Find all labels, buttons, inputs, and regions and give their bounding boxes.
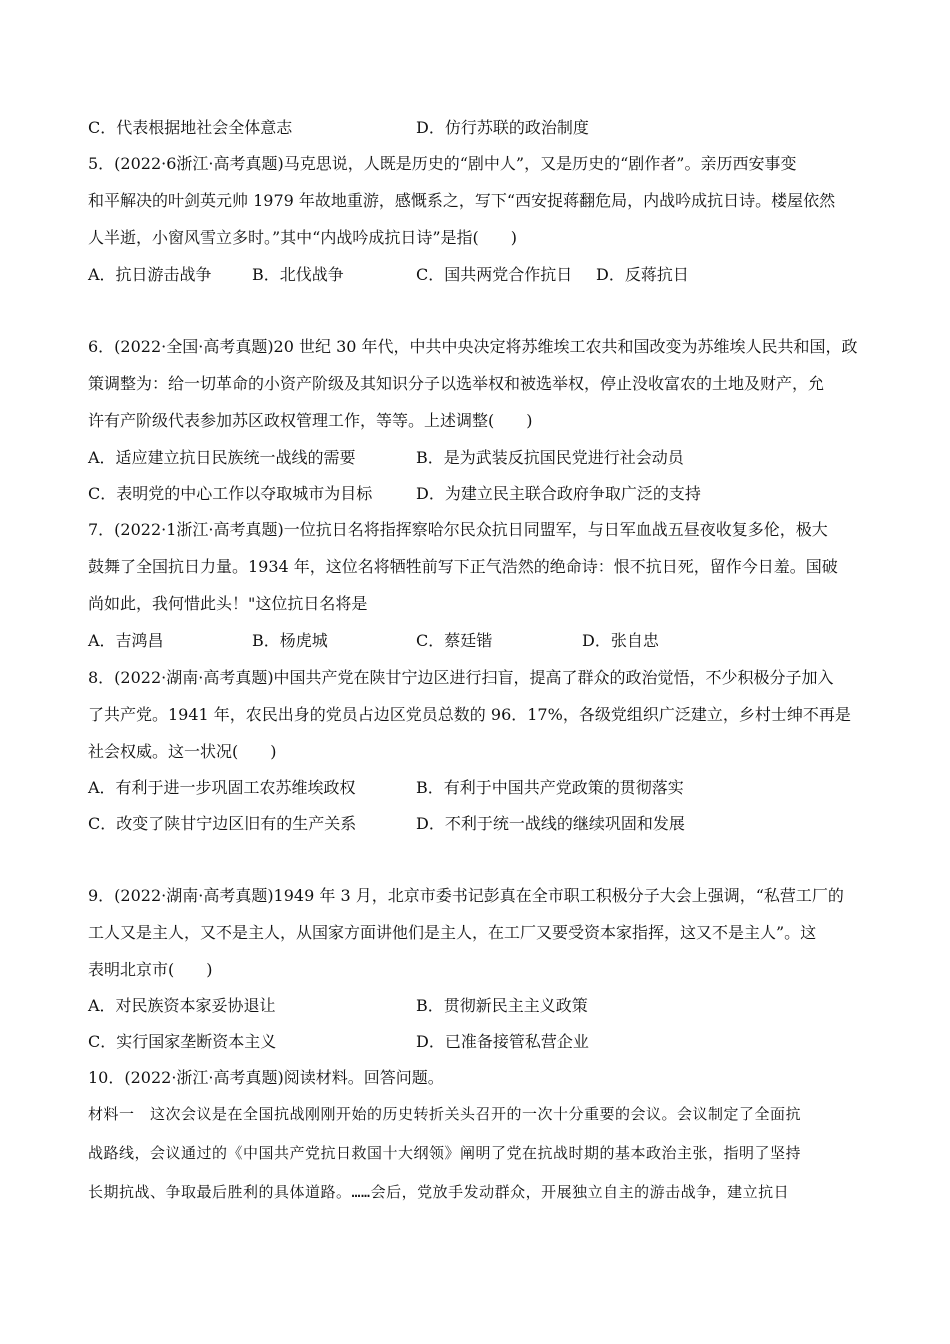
q8-option-c: C．改变了陕甘宁边区旧有的生产关系 [88, 814, 357, 833]
q5-stem-line-3: 人半逝，小窗风雪立多时。”其中“内战吟成抗日诗”是指( ) [88, 228, 518, 247]
q10-material-line-1: 材料一 这次会议是在全国抗战刚刚开始的历史转折关头召开的一次十分重要的会议。会议制定了全面抗 [88, 1105, 802, 1123]
q8-stem-line-3: 社会权威。这一状况( ) [88, 742, 277, 761]
q5-stem-line-1: 5．(2022·6浙江·高考真题)马克思说，人既是历史的“剧中人”，又是历史的“剧作者”。亲历西安事变 [88, 154, 797, 173]
q5-option-c: C．国共两党合作抗日 [416, 265, 573, 284]
q6-stem-line-2: 策调整为：给一切革命的小资产阶级及其知识分子以选举权和被选举权，停止没收富农的土地及财产，允 [88, 374, 825, 393]
q10-material-line-3: 长期抗战、争取最后胜利的具体道路。……会后，党放手发动群众，开展独立自主的游击战争，建立抗日 [88, 1183, 790, 1201]
q7-option-b: B．杨虎城 [252, 631, 328, 650]
q6-option-d: D．为建立民主联合政府争取广泛的支持 [416, 484, 701, 503]
q10-title: 10．(2022·浙江·高考真题)阅读材料。回答问题。 [88, 1068, 444, 1087]
q7-option-c: C．蔡廷锴 [416, 631, 493, 650]
q7-stem-line-2: 鼓舞了全国抗日力量。1934 年，这位名将牺牲前写下正气浩然的绝命诗：恨不抗日死，留作今日羞。国破 [88, 557, 838, 576]
q5-option-b: B．北伐战争 [252, 265, 344, 284]
q5-stem-line-2: 和平解决的叶剑英元帅 1979 年故地重游，感慨系之，写下“西安捉蒋翻危局，内战吟成抗日诗。楼屋依然 [88, 191, 836, 210]
q8-stem-line-1: 8．(2022·湖南·高考真题)中国共产党在陕甘宁边区进行扫盲，提高了群众的政治觉悟，不少积极分子加入 [88, 668, 834, 687]
q5-option-d: D．反蒋抗日 [596, 265, 689, 284]
q10-material-line-2: 战路线，会议通过的《中国共产党抗日救国十大纲领》阐明了党在抗战时期的基本政治主张，指明了坚持 [88, 1144, 802, 1162]
q9-stem-line-3: 表明北京市( ) [88, 960, 213, 979]
q9-stem-line-2: 工人又是主人，又不是主人，从国家方面讲他们是主人，在工厂又要受资本家指挥，这又不是主人”。这 [88, 923, 817, 942]
q7-option-a: A．吉鸿昌 [88, 631, 164, 650]
q7-option-d: D．张自忠 [582, 631, 659, 650]
q6-option-c: C．表明党的中心工作以夺取城市为目标 [88, 484, 373, 503]
q6-option-a: A．适应建立抗日民族统一战线的需要 [88, 448, 356, 467]
q6-stem-line-3: 许有产阶级代表参加苏区政权管理工作，等等。上述调整( ) [88, 411, 533, 430]
q9-option-a: A．对民族资本家妥协退让 [88, 996, 276, 1015]
q8-option-a: A．有利于进一步巩固工农苏维埃政权 [88, 778, 356, 797]
q4-option-d: D．仿行苏联的政治制度 [416, 118, 589, 137]
q8-option-b: B．有利于中国共产党政策的贯彻落实 [416, 778, 684, 797]
q4-option-c: C．代表根据地社会全体意志 [88, 118, 293, 137]
q6-option-b: B．是为武装反抗国民党进行社会动员 [416, 448, 684, 467]
q6-stem-line-1: 6．(2022·全国·高考真题)20 世纪 30 年代，中共中央决定将苏维埃工农共和国改变为苏维埃人民共和国，政 [88, 337, 858, 356]
q7-stem-line-1: 7．(2022·1浙江·高考真题)一位抗日名将指挥察哈尔民众抗日同盟军，与日军血战五昼夜收复多伦，极大 [88, 520, 828, 539]
q9-option-d: D．已准备接管私营企业 [416, 1032, 589, 1051]
q9-option-b: B．贯彻新民主主义政策 [416, 996, 588, 1015]
q7-stem-line-3: 尚如此，我何惜此头！"这位抗日名将是 [88, 594, 368, 613]
q9-stem-line-1: 9．(2022·湖南·高考真题)1949 年 3 月，北京市委书记彭真在全市职工积极分子大会上强调，“私营工厂的 [88, 886, 844, 905]
q9-option-c: C．实行国家垄断资本主义 [88, 1032, 277, 1051]
q5-option-a: A．抗日游击战争 [88, 265, 212, 284]
q8-stem-line-2: 了共产党。1941 年，农民出身的党员占边区党员总数的 96．17%，各级党组织广泛建立，乡村士绅不再是 [88, 705, 851, 724]
q8-option-d: D．不利于统一战线的继续巩固和发展 [416, 814, 685, 833]
